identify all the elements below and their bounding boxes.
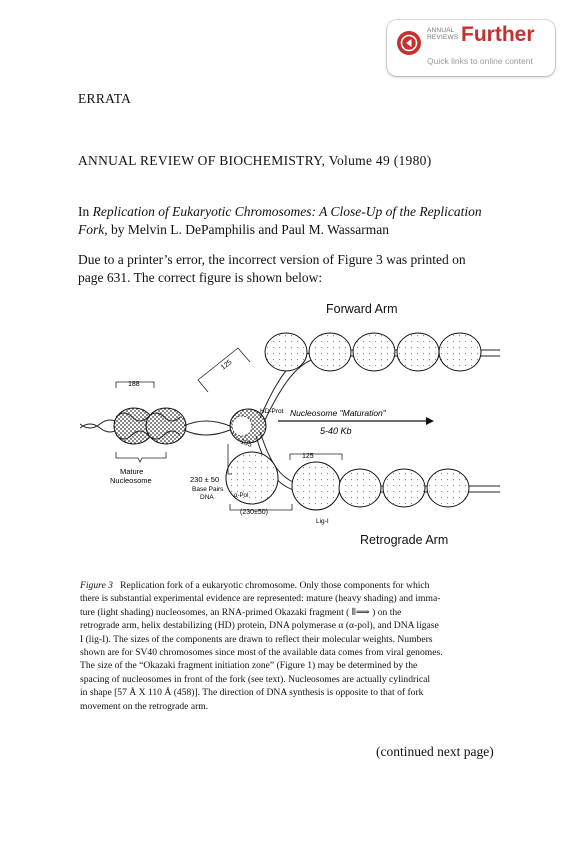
svg-text:DNA: DNA	[200, 494, 214, 501]
figure-caption: Figure 3 Replication fork of a eukaryotic chromosome. Only those components for which there is substantial experimental evidence are represented: mature (heavy shading) and imma- ture (light shading) nucleosomes, an RNA-primed Okazaki fragment ( ⦀⟹ ) on the retrograde arm, helix destabilizing (HD) protein, DNA polymerase α (α-pol), and DNA ligase I (lig-I). The sizes of the components are drawn to reflect their molecular weights. Numbers shown are for SV40 chromosomes since most of the available data comes from viral genomes. The size of the “Okazaki fragment initiation zone” (Figure 1) may be determined by the spacing of nucleosomes in front of the fork (see text). Nucleosomes are actually cylindrical in shape [57 Å X 110 Å (458)]. The direction of DNA synthesis is opposite to that of fork movement on the retrograde arm.	[80, 580, 443, 712]
svg-text:Mature: Mature	[120, 467, 144, 476]
journal-line: ANNUAL REVIEW OF BIOCHEMISTRY, Volume 49 (1980)	[78, 153, 432, 168]
replication-fork-figure	[80, 292, 500, 558]
svg-text:(230±50): (230±50)	[240, 509, 268, 516]
svg-text:5-40 Kb: 5-40 Kb	[320, 426, 352, 436]
svg-text:230 ± 50: 230 ± 50	[190, 475, 220, 484]
forward-arm-nucleosomes	[265, 333, 481, 371]
svg-text:HD-Prot: HD-Prot	[260, 408, 284, 415]
svg-text:125: 125	[219, 358, 234, 372]
figure-label: Figure 3	[80, 580, 113, 591]
article-title: Replication of Eukaryotic Chromosomes: A Close-Up of the Replication	[92, 204, 482, 219]
article-authors: by Melvin L. DePamphilis and Paul M. Wassarman	[107, 222, 390, 237]
retrograde-arm-label: Retrograde Arm	[360, 533, 449, 547]
correction-note: Due to a printer’s error, the incorrect version of Figure 3 was printed on page 631. The correct figure is shown below:	[78, 252, 466, 285]
retrograde-arm-nucleosomes	[339, 469, 469, 507]
svg-text:135: 135	[239, 438, 253, 449]
further-title: Further	[461, 23, 535, 46]
further-subtitle[interactable]: Quick links to online content	[427, 56, 533, 66]
annual-reviews-logo-icon	[397, 31, 421, 55]
svg-text:125: 125	[302, 453, 314, 460]
continued-note: (continued next page)	[376, 744, 494, 759]
annual-reviews-wordmark: ANNUAL REVIEWS	[427, 27, 459, 41]
article-reference: In Replication of Eukaryotic Chromosomes: A Close-Up of the Replication Fork, by Melvin L. DePamphilis and Paul M. Wassarman	[78, 204, 482, 237]
svg-text:Lig-I: Lig-I	[316, 518, 329, 525]
svg-text:Base Pairs: Base Pairs	[192, 486, 224, 493]
forward-arm-label: Forward Arm	[326, 302, 398, 316]
further-badge[interactable]	[387, 20, 555, 76]
errata-heading: ERRATA	[78, 91, 132, 106]
svg-text:Nucleosome "Maturation": Nucleosome "Maturation"	[290, 408, 386, 418]
svg-text:α-Pol: α-Pol	[234, 493, 249, 499]
svg-text:Nucleosome: Nucleosome	[110, 476, 152, 485]
svg-text:188: 188	[128, 381, 140, 388]
